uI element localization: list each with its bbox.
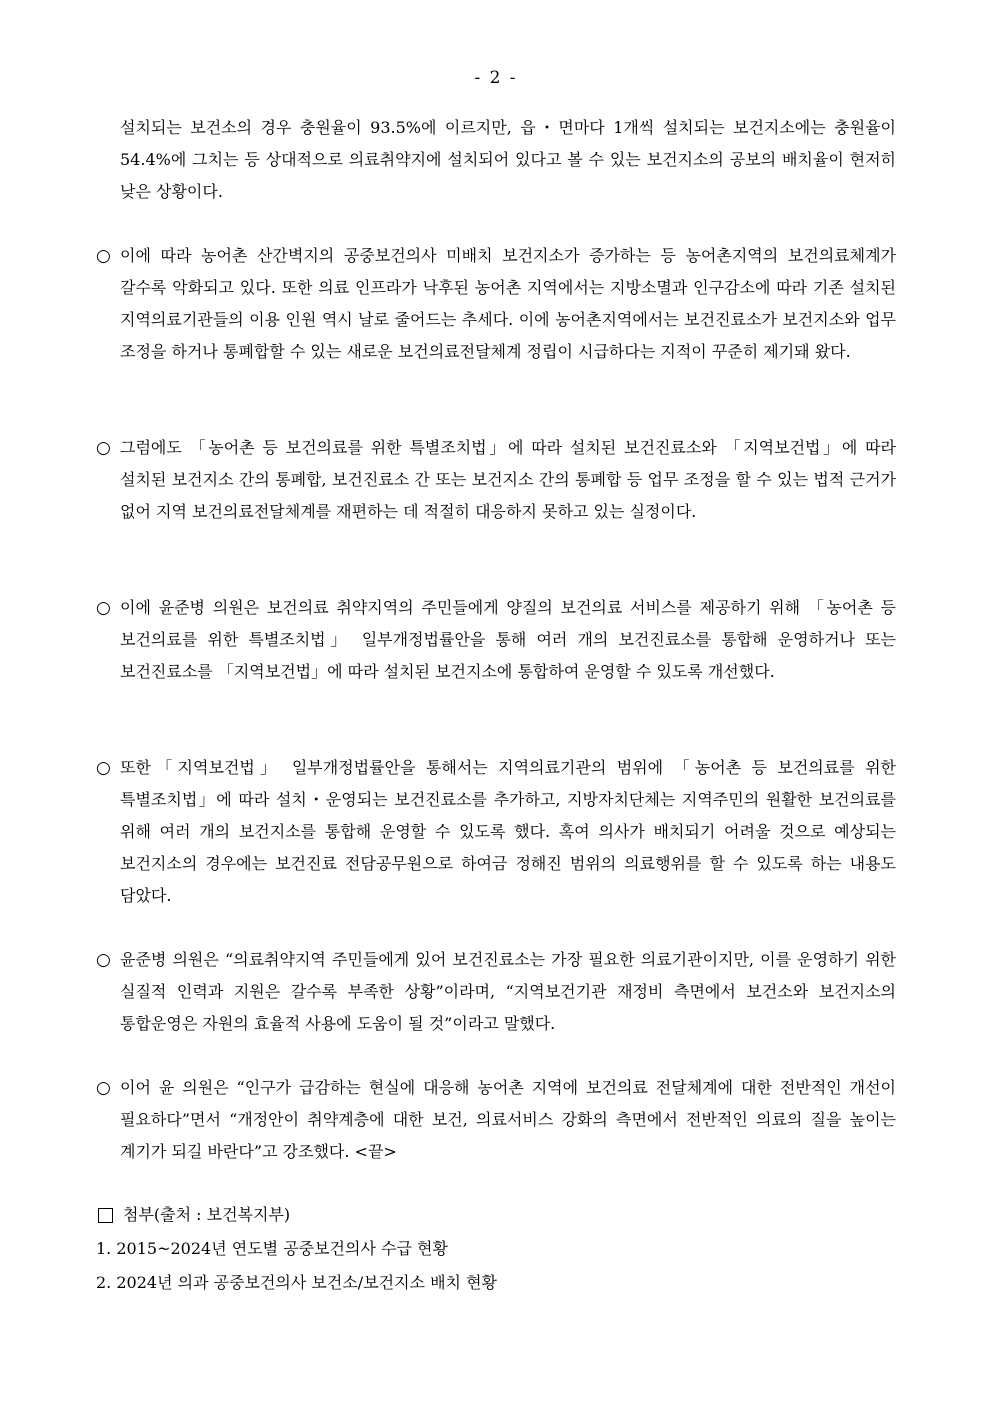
paragraph-4 — [96, 752, 896, 912]
paragraph-2 — [96, 432, 896, 528]
paragraph-text: 이에 따라 농어촌 산간벽지의 공중보건의사 미배치 보건지소가 증가하는 등 농어촌지역의 보건의료체계가 갈수록 악화되고 있다. 또한 의료 인프라가 낙후된 농어촌 지역에서는 지방소멸과 인구감소에 따라 기존 설치된 지역의료기관들의 이용 인원 역시 날로 줄어드는 추세다. 이에 농어촌지역에서는 보건진료소가 보건지소와 업무 조정을 하거나 통폐합할 수 있는 새로운 보건의료전달체계 정립이 시급하다는 지적이 꾸준히 제기돼 왔다. — [120, 246, 896, 361]
circle-bullet-icon: ○ — [96, 758, 111, 778]
paragraph-text: 이어 윤 의원은 “인구가 급감하는 현실에 대응해 농어촌 지역에 보건의료 전달체계에 대한 전반적인 개선이 필요하다”면서 “개정안이 취약계층에 대한 보건, 의료서비스 강화의 측면에서 전반적인 의료의 질을 높이는 계기가 되길 바란다”고 강조했다. <끝> — [120, 1078, 896, 1161]
intro-continuation-paragraph: 설치되는 보건소의 경우 충원율이 93.5%에 이르지만, 읍・면마다 1개씩 설치되는 보건지소에는 충원율이 54.4%에 그치는 등 상대적으로 의료취약지에 설치되어 있다고 볼 수 있는 보건지소의 공보의 배치율이 현저히 낮은 상황이다. — [120, 118, 896, 201]
paragraph-text: 또한「지역보건법」 일부개정법률안을 통해서는 지역의료기관의 범위에 「농어촌 등 보건의료를 위한 특별조치법」에 따라 설치・운영되는 보건진료소를 추가하고, 지방자치단체는 지역주민의 원활한 보건의료를 위해 여러 개의 보건지소를 통합해 운영할 수 있도록 했다. 혹여 의사가 배치되기 어려울 것으로 예상되는 보건지소의 경우에는 보건진료 전담공무원으로 하여금 정해진 범위의 의료행위를 할 수 있도록 하는 내용도 담았다. — [120, 758, 896, 905]
paragraph-5 — [96, 944, 896, 1040]
paragraph-3 — [96, 592, 896, 688]
paragraph-1 — [96, 240, 896, 368]
circle-bullet-icon: ○ — [96, 950, 111, 970]
circle-bullet-icon: ○ — [96, 598, 111, 618]
attachment-item-2: 2. 2024년 의과 공중보건의사 보건소/보건지소 배치 현황 — [96, 1273, 498, 1292]
page-number: - 2 - — [474, 68, 518, 88]
circle-bullet-icon: ○ — [96, 246, 111, 266]
attachment-item-1: 1. 2015~2024년 연도별 공중보건의사 수급 현황 — [96, 1239, 448, 1258]
attachment-heading: 첨부(출처 : 보건복지부) — [123, 1205, 291, 1224]
attachment-section — [96, 1198, 896, 1300]
circle-bullet-icon: ○ — [96, 1078, 111, 1098]
paragraph-6 — [96, 1072, 896, 1168]
paragraph-text: 이에 윤준병 의원은 보건의료 취약지역의 주민들에게 양질의 보건의료 서비스를 제공하기 위해 「농어촌 등 보건의료를 위한 특별조치법」 일부개정법률안을 통해 여러 개의 보건진료소를 통합해 운영하거나 또는 보건진료소를 「지역보건법」에 따라 설치된 보건지소에 통합하여 운영할 수 있도록 개선했다. — [120, 598, 896, 681]
paragraph-text: 윤준병 의원은 “의료취약지역 주민들에게 있어 보건진료소는 가장 필요한 의료기관이지만, 이를 운영하기 위한 실질적 인력과 지원은 갈수록 부족한 상황”이라며, “지역보건기관 재정비 측면에서 보건소와 보건지소의 통합운영은 자원의 효율적 사용에 도움이 될 것”이라고 말했다. — [120, 950, 896, 1033]
circle-bullet-icon: ○ — [96, 438, 111, 458]
square-checkbox-icon — [98, 1208, 113, 1223]
paragraph-text: 그럼에도 「농어촌 등 보건의료를 위한 특별조치법」에 따라 설치된 보건진료소와 「지역보건법」에 따라 설치된 보건지소 간의 통폐합, 보건진료소 간 또는 보건지소 간의 통폐합 등 업무 조정을 할 수 있는 법적 근거가 없어 지역 보건의료전달체계를 재편하는 데 적절히 대응하지 못하고 있는 실정이다. — [120, 438, 896, 521]
attachment-heading-row — [96, 1198, 896, 1232]
